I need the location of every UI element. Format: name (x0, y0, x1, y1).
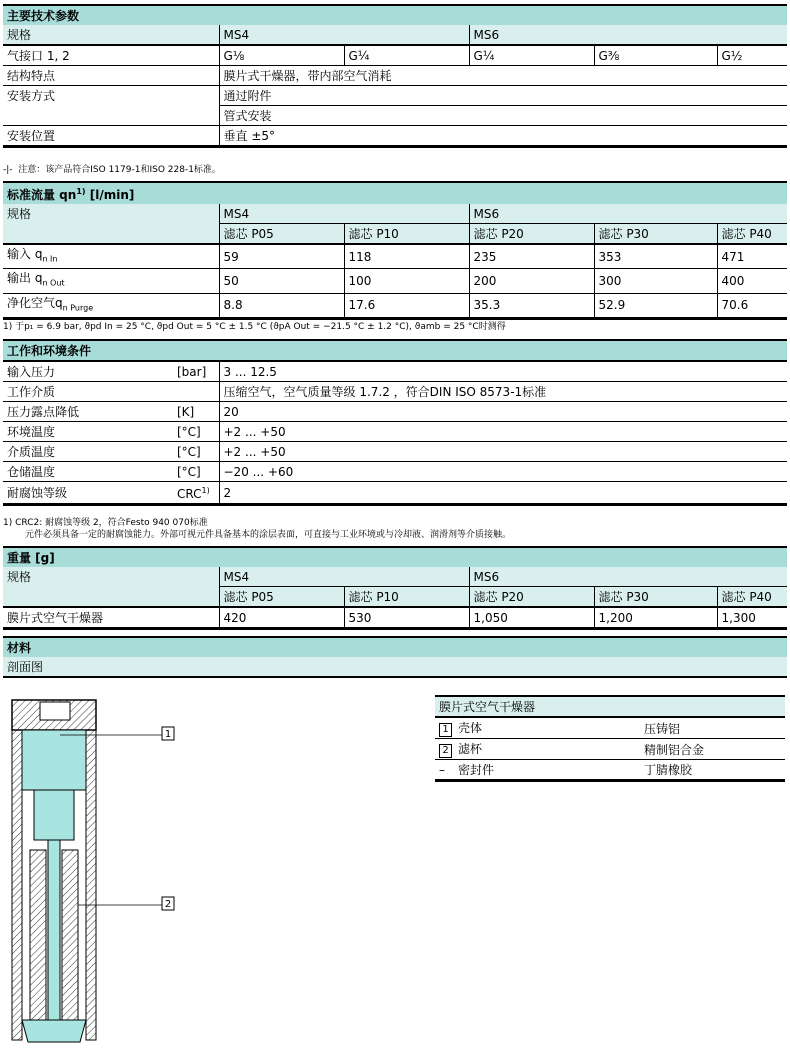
cond-label: 介质温度 (3, 442, 173, 462)
flow-value: 200 (469, 269, 594, 293)
flow-value: 100 (344, 269, 469, 293)
main-spec-title: 主要技术参数 (3, 5, 787, 25)
cond-value: 2 (219, 482, 787, 505)
flow-value: 235 (469, 244, 594, 269)
flow-out-label: 输出 $q_{n Out}$ (3, 269, 219, 293)
main-spec-table (3, 4, 787, 148)
material-value: 丁腈橡胶 (644, 763, 693, 777)
weight-blank (3, 587, 219, 608)
flow-ms4: MS4 (219, 204, 469, 224)
note-text: 注意：该产品符合ISO 1179-1和ISO 228-1标准。 (18, 165, 221, 175)
flow-value: 8.8 (219, 293, 344, 318)
design-label: 结构特点 (3, 66, 219, 86)
flow-purge-label: 净化空气$q_{n Purge}$ (3, 293, 219, 318)
cond-value: 3 ... 12.5 (219, 361, 787, 382)
filter-label: 滤芯 P20 (469, 587, 594, 608)
cond-unit: [°C] (173, 442, 219, 462)
port-label: 气接口 1, 2 (3, 45, 219, 66)
flow-value: 50 (219, 269, 344, 293)
material-section (3, 636, 787, 678)
port-cell: G¼ (344, 45, 469, 66)
size-label: 规格 (3, 25, 219, 45)
conditions-table (3, 339, 787, 506)
flow-value: 400 (717, 269, 787, 293)
weight-value: 1,050 (469, 607, 594, 629)
flow-value: 35.3 (469, 293, 594, 318)
cond-value: +2 ... +50 (219, 442, 787, 462)
weight-size-label: 规格 (3, 567, 219, 587)
crc-footnote-line2: 元件必须具备一定的耐腐蚀能力。外部可视元件具备基本的涂层表面，可直接与工业环境或与冷却液、润滑剂等介质接触。 (25, 530, 512, 540)
weight-value: 530 (344, 607, 469, 629)
filter-label: 滤芯 P30 (594, 224, 717, 245)
flow-size-label: 规格 (3, 204, 219, 224)
cond-label: 仓储温度 (3, 462, 173, 482)
cond-label: 工作介质 (3, 382, 173, 402)
mounting-value-1: 通过附件 (219, 86, 787, 106)
design-value: 膜片式干燥器，带内部空气消耗 (219, 66, 787, 86)
weight-ms4: MS4 (219, 567, 469, 587)
flow-section (3, 181, 787, 320)
filter-label: 滤芯 P05 (219, 587, 344, 608)
material-value: 压铸铝 (644, 721, 681, 736)
port-cell: G⅜ (594, 45, 717, 66)
weight-row-label: 膜片式空气干燥器 (3, 607, 219, 629)
filter-label: 滤芯 P05 (219, 224, 344, 245)
mounting-label-blank (3, 106, 219, 126)
weight-value: 1,200 (594, 607, 717, 629)
flow-value: 52.9 (594, 293, 717, 318)
sectional-drawing (0, 690, 200, 1053)
mounting-label: 安装方式 (7, 88, 56, 103)
cond-label: 耐腐蚀等级 (3, 482, 173, 505)
flow-value: 59 (219, 244, 344, 269)
cond-value: +2 ... +50 (219, 422, 787, 442)
filter-label: 滤芯 P10 (344, 224, 469, 245)
material-part: 2 滤杯 (435, 739, 640, 760)
cond-unit: [bar] (173, 361, 219, 382)
cond-unit: CRC$^{1)}$ (173, 482, 219, 505)
material-table-title: 膜片式空气干燥器 (435, 696, 785, 717)
position-value: 垂直 ±5° (219, 126, 787, 147)
flow-value: 17.6 (344, 293, 469, 318)
callout-2: 2 (164, 899, 172, 910)
flow-value: 300 (594, 269, 717, 293)
cond-label: 输入压力 (3, 361, 173, 382)
flow-ms6: MS6 (469, 204, 787, 224)
port-cell: G½ (717, 45, 787, 66)
weight-value: 1,300 (717, 607, 787, 629)
port-cell: G⅛ (219, 45, 344, 66)
position-label: 安装位置 (3, 126, 219, 147)
material-value: 精制铝合金 (644, 742, 705, 757)
cond-unit: [K] (173, 402, 219, 422)
mounting-value-2: 管式安装 (219, 106, 787, 126)
cond-unit (173, 382, 219, 402)
conditions-title: 工作和环境条件 (3, 340, 787, 361)
flow-table (3, 181, 787, 320)
filter-label: 滤芯 P40 (717, 224, 787, 245)
callout-1: 1 (164, 729, 172, 740)
filter-label: 滤芯 P20 (469, 224, 594, 245)
material-title: 材料 (3, 637, 787, 657)
crc-footnote (3, 517, 511, 541)
weight-title: 重量 [g] (3, 547, 787, 567)
crc-footnote-line1: 1) CRC2: 耐腐蚀等级 2，符合Festo 940 070标准 (3, 518, 208, 528)
size-ms6: MS6 (469, 25, 787, 45)
cond-unit: [°C] (173, 422, 219, 442)
flow-value: 118 (344, 244, 469, 269)
main-spec-section (3, 4, 787, 148)
filter-label: 滤芯 P10 (344, 587, 469, 608)
material-part: – 密封件 (439, 763, 495, 777)
note-icon: -|- (3, 165, 13, 175)
material-table (435, 695, 785, 782)
size-ms4: MS4 (219, 25, 469, 45)
standards-note (3, 164, 221, 176)
flow-title: 标准流量 $qn^{1)}$ [l/min] (3, 182, 787, 204)
filter-label: 滤芯 P40 (717, 587, 787, 608)
cond-label: 压力露点降低 (3, 402, 173, 422)
material-part: 1 壳体 (435, 717, 640, 739)
flow-value: 353 (594, 244, 717, 269)
filter-label: 滤芯 P30 (594, 587, 717, 608)
flow-blank (3, 224, 219, 245)
port-cell: G¼ (469, 45, 594, 66)
cond-value: −20 ... +60 (219, 462, 787, 482)
flow-value: 471 (717, 244, 787, 269)
weight-value: 420 (219, 607, 344, 629)
weight-table (3, 546, 787, 630)
flow-value: 70.6 (717, 293, 787, 318)
flow-footnote: 1) 于p₁ = 6.9 bar, ϑpd In = 25 °C, ϑpd Out = 5 °C ± 1.5 °C (ϑpA Out = −21.5 °C ± 1.2 °C), ϑamb = 25 °C时测得 (3, 322, 506, 332)
material-subtitle: 剖面图 (3, 657, 787, 677)
cond-value: 20 (219, 402, 787, 422)
material-header (3, 636, 787, 678)
flow-in-label: 输入 $q_{n In}$ (3, 244, 219, 269)
weight-section (3, 546, 787, 630)
conditions-section (3, 339, 787, 506)
cond-label: 环境温度 (3, 422, 173, 442)
cond-unit: [°C] (173, 462, 219, 482)
weight-ms6: MS6 (469, 567, 787, 587)
cond-value: 压缩空气，空气质量等级 1.7.2 ，符合DIN ISO 8573-1标准 (219, 382, 787, 402)
